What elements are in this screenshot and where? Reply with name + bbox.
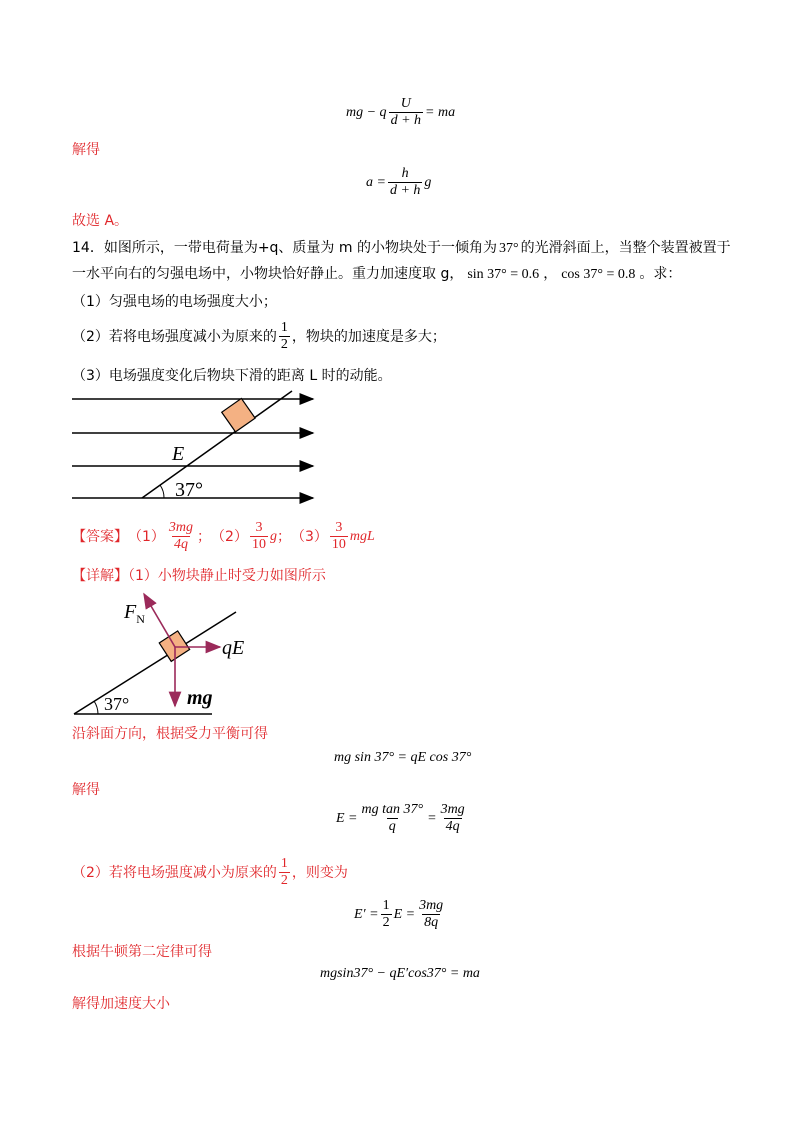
eq5-mid: E =	[393, 906, 416, 922]
answer-part-3: （3）	[290, 528, 328, 545]
equation-4	[336, 802, 469, 835]
eq1-numerator: U	[400, 96, 411, 111]
eq2-fraction	[388, 166, 422, 199]
problem-line2-a: 一水平向右的匀强电场中，小物块恰好静止。重力加速度取 g，	[72, 266, 464, 282]
eq5-lhs: E′ =	[354, 906, 379, 922]
incline-line	[142, 391, 292, 498]
solution-text-4: 根据牛顿第二定律可得	[72, 944, 212, 960]
question-3: （3）电场强度变化后物块下滑的距离 L 时的动能。	[72, 368, 392, 384]
angle-arc-2	[94, 701, 98, 714]
detail-line	[72, 566, 326, 586]
eq5-fraction-2	[417, 898, 445, 931]
answer-2-denominator: 10	[251, 537, 266, 552]
eq2-rhs: g	[424, 174, 432, 190]
answer-3-tail: mgL	[349, 528, 375, 544]
detail-tag: 【详解】	[72, 568, 128, 584]
eq1-fraction	[389, 96, 423, 129]
answer-part-1: （1）	[128, 528, 165, 545]
question-2-fraction	[279, 320, 290, 353]
solution-text-3-a: （2）若将电场强度减小为原来的	[72, 864, 277, 881]
eq2-lhs: a =	[366, 174, 386, 190]
solution-text-3-denominator: 2	[280, 873, 288, 888]
solution-text-1: 沿斜面方向，根据受力平衡可得	[72, 726, 268, 742]
eq1-lhs: mg − q	[346, 104, 387, 120]
eq4-fraction-2	[439, 802, 467, 835]
normal-force-arrow	[144, 594, 175, 647]
answer-1-fraction	[167, 520, 195, 553]
problem-line1-a: 14．如图所示，一带电荷量为+q、质量为 m 的小物块处于一倾角为	[72, 240, 497, 256]
field-label: E	[172, 443, 185, 465]
question-2-numerator: 1	[280, 320, 288, 335]
figure-field-incline	[60, 388, 330, 508]
equation-5	[354, 898, 447, 931]
eq4-f2-denominator: 4q	[445, 819, 460, 834]
solution-text-3	[72, 856, 348, 889]
angle-label-2: 37°	[104, 694, 130, 714]
answer-3-numerator: 3	[335, 520, 343, 535]
jiede-1: 解得	[72, 142, 100, 158]
eq1-denominator: d + h	[390, 113, 422, 128]
answer-3-fraction	[330, 520, 348, 553]
answer-part-2: （2）	[211, 528, 248, 545]
normal-force-label-f: F	[124, 601, 137, 623]
eq5-f2-numerator: 3mg	[419, 898, 444, 913]
answer-2-numerator: 3	[255, 520, 263, 535]
eq4-f2-numerator: 3mg	[440, 802, 465, 817]
equation-3: mg sin 37° = qE cos 37°	[334, 750, 472, 765]
problem-line-2: 一水平向右的匀强电场中，小物块恰好静止。重力加速度取 g， sin 37° = 0.6 ， cos 37° = 0.8 。求：	[72, 266, 682, 282]
eq2-numerator: h	[401, 166, 409, 181]
sin-expression: sin 37° = 0.6	[467, 267, 540, 282]
eq2-denominator: d + h	[389, 183, 421, 198]
equation-2	[366, 166, 431, 199]
solution-text-2: 解得	[72, 782, 100, 798]
figure-force-diagram	[60, 586, 260, 720]
block-square	[222, 398, 255, 431]
eq1-rhs: = ma	[425, 104, 456, 120]
solution-text-3-numerator: 1	[280, 856, 288, 871]
answer-1-numerator: 3mg	[168, 520, 194, 535]
normal-force-label-sub: N	[136, 612, 145, 626]
eq4-mid: =	[427, 810, 437, 826]
answer-separator-2: ；	[276, 528, 291, 545]
eq5-f2-denominator: 8q	[424, 915, 439, 930]
gravity-label: mg	[187, 687, 213, 709]
equation-6: mgsin37° − qE′cos37° = ma	[320, 966, 480, 981]
eq4-f1-numerator: mg tan 37°	[361, 802, 424, 817]
answer-2-fraction	[250, 520, 268, 553]
solution-text-5: 解得加速度大小	[72, 996, 170, 1012]
choice-text: 故选 A。	[72, 213, 129, 229]
question-2-a: （2）若将电场强度减小为原来的	[72, 328, 277, 345]
solution-text-3-b: ，则变为	[291, 864, 348, 881]
question-2-b: ，物块的加速度是多大；	[291, 328, 446, 345]
eq5-f1-numerator: 1	[382, 898, 390, 913]
detail-text: （1）小物块静止时受力如图所示	[128, 568, 326, 584]
problem-line-1	[72, 238, 731, 259]
answer-separator-1: ；	[197, 528, 212, 545]
problem-angle: 37°	[498, 241, 519, 256]
eq5-fraction-1	[381, 898, 392, 931]
electric-force-label: qE	[222, 637, 245, 659]
eq4-fraction-1	[360, 802, 426, 835]
angle-label: 37°	[175, 479, 203, 501]
normal-force-label	[123, 601, 145, 626]
answer-2-tail: g	[269, 528, 277, 544]
eq4-f1-denominator: q	[388, 819, 396, 834]
cos-expression: cos 37° = 0.8	[561, 267, 636, 282]
angle-arc	[160, 485, 164, 498]
question-2	[72, 320, 446, 353]
answer-1-denominator: 4q	[173, 537, 188, 552]
solution-text-3-fraction	[279, 856, 290, 889]
question-1: （1）匀强电场的电场强度大小；	[72, 294, 277, 310]
problem-line2-b: 。求：	[639, 266, 682, 282]
problem-line1-b: 的光滑斜面上，当整个装置被置于	[520, 240, 731, 256]
equation-1	[346, 96, 455, 129]
answer-3-denominator: 10	[331, 537, 346, 552]
question-2-denominator: 2	[280, 337, 288, 352]
answer-tag: 【答案】	[72, 528, 128, 545]
eq4-lhs: E =	[336, 810, 358, 826]
eq5-f1-denominator: 2	[382, 915, 390, 930]
answer-line	[72, 520, 375, 553]
